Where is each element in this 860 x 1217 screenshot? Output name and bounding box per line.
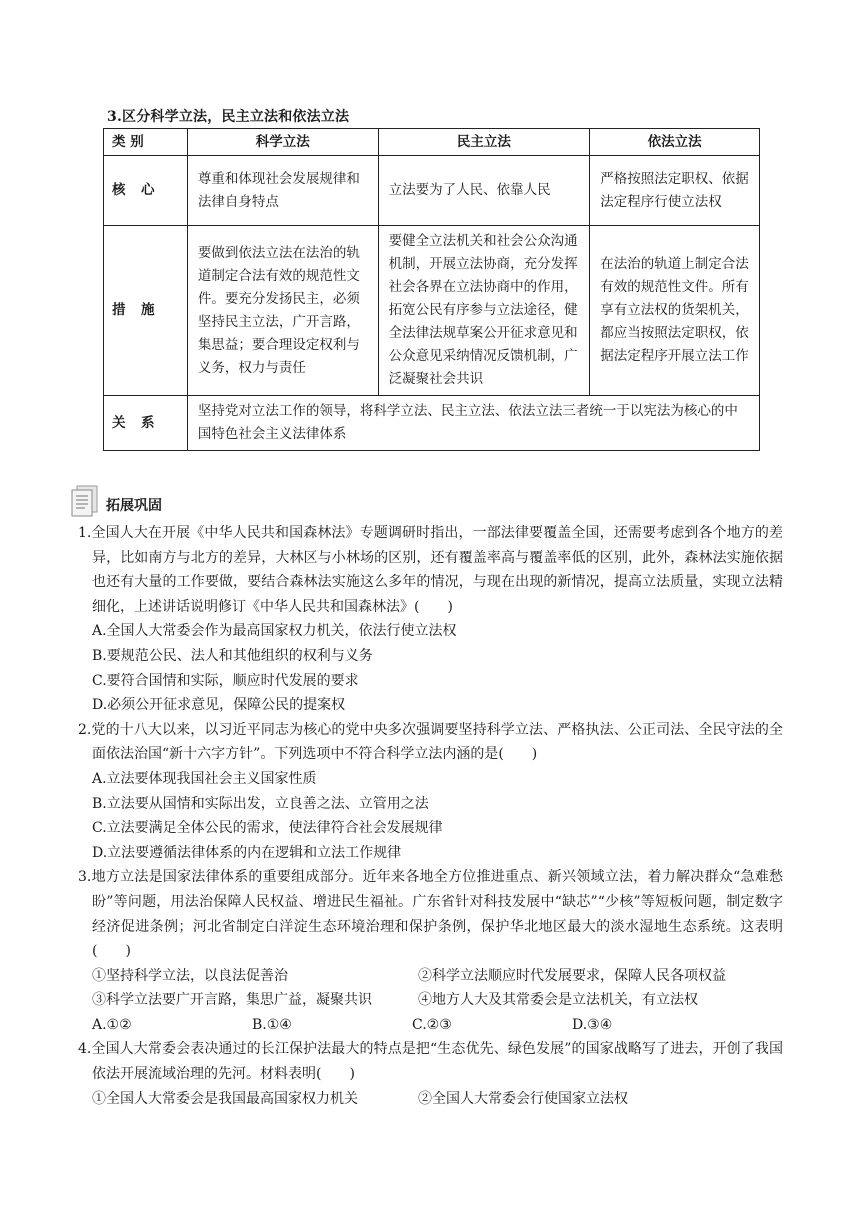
option-b: B.要规范公民、法人和其他组织的权利与义务 xyxy=(92,647,373,664)
choice-row xyxy=(78,1013,783,1038)
choice-b: B.①④ xyxy=(252,1016,292,1033)
table-header-row xyxy=(104,129,760,156)
option-a: A.立法要体现我国社会主义国家性质 xyxy=(92,770,317,787)
option-c: C.要符合国情和实际，顺应时代发展的要求 xyxy=(92,672,359,689)
question-stem: 2.党的十八大以来，以习近平同志为核心的党中央多次强调要坚持科学立法、严格执法、公正司法、全民守法的全面依法治国“新十六字方针”。下列选项中不符合科学立法内涵的是( ) xyxy=(78,721,783,763)
table-row-relation xyxy=(104,396,760,451)
option-c: C.立法要满足全体公民的需求，使法律符合社会发展规律 xyxy=(92,820,443,837)
row-label-measures: 措 施 xyxy=(104,226,188,396)
question-2 xyxy=(78,718,783,866)
choice-d: D.③④ xyxy=(572,1016,613,1033)
table-cell: 要健全立法机关和社会公众沟通机制，开展立法协商，充分发挥社会各界在立法协商中的作用，拓宽公民有序参与立法途径，健全法律法规草案公开征求意见和公众意见采纳情况反馈机制，广泛凝聚社会共识 xyxy=(378,226,590,396)
table-header-lawful: 依法立法 xyxy=(590,129,760,156)
choice-c: C.②③ xyxy=(412,1016,452,1033)
table-row-measures xyxy=(104,226,760,396)
table-cell: 立法要为了人民、依靠人民 xyxy=(378,156,590,226)
table-header-category: 类 别 xyxy=(104,129,188,156)
extension-header xyxy=(68,485,162,517)
statement-row xyxy=(78,988,783,1013)
statement-2: ②全国人大常委会行使国家立法权 xyxy=(418,1090,628,1107)
question-3 xyxy=(78,865,783,1037)
choice-a: A.①② xyxy=(92,1016,132,1033)
question-stem: 4.全国人大常委会表决通过的长江保护法最大的特点是把“生态优先、绿色发展”的国家战略写了进去，开创了我国依法开展流域治理的先河。材料表明( ) xyxy=(78,1041,783,1083)
table-header-scientific: 科学立法 xyxy=(187,129,378,156)
question-stem: 1.全国人大在开展《中华人民共和国森林法》专题调研时指出，一部法律要覆盖全国，还需要考虑到各个地方的差异，比如南方与北方的差异，大林区与小林场的区别，还有覆盖率高与覆盖率低的区别，此外，森林法实施依据也还有大量的工作要做，要结合森林法实施这么多年的情况，与现在出现的新情况，提高立法质量，实现立法精细化，上述讲话说明修订《中华人民共和国森林法》( ) xyxy=(78,525,783,615)
table-cell: 尊重和体现社会发展规律和法律自身特点 xyxy=(187,156,378,226)
option-b: B.立法要从国情和实际出发，立良善之法、立管用之法 xyxy=(92,795,429,812)
table-cell: 在法治的轨道上制定合法有效的规范性文件。所有享有立法权的货架机关，都应当按照法定职权，依据法定程序开展立法工作 xyxy=(590,226,760,396)
document-icon xyxy=(68,485,100,517)
statement-row xyxy=(78,1087,783,1112)
comparison-table xyxy=(103,128,760,451)
statement-4: ④地方人大及其常委会是立法机关，有立法权 xyxy=(418,992,698,1009)
option-a: A.全国人大常委会作为最高国家权力机关，依法行使立法权 xyxy=(92,623,457,640)
option-d: D.立法要遵循法律体系的内在逻辑和立法工作规律 xyxy=(92,844,402,861)
extension-title: 拓展巩固 xyxy=(106,498,162,514)
question-list xyxy=(78,521,783,1111)
statement-row xyxy=(78,964,783,989)
option-d: D.必须公开征求意见，保障公民的提案权 xyxy=(92,697,346,714)
table-header-democratic: 民主立法 xyxy=(378,129,590,156)
question-4 xyxy=(78,1037,783,1111)
table-cell: 严格按照法定职权、依据法定程序行使立法权 xyxy=(590,156,760,226)
question-stem: 3.地方立法是国家法律体系的重要组成部分。近年来各地全方位推进重点、新兴领域立法，着力解决群众“急难愁盼”等问题，用法治保障人民权益、增进民生福祉。广东省针对科技发展中“缺芯”“少核”等短板问题，制定数字经济促进条例；河北省制定白洋淀生态环境治理和保护条例，保护华北地区最大的淡水湿地生态系统。这表明( ) xyxy=(78,869,783,960)
statement-1: ①坚持科学立法，以良法促善治 xyxy=(92,967,288,984)
table-row-core xyxy=(104,156,760,226)
statement-1: ①全国人大常委会是我国最高国家权力机关 xyxy=(92,1090,358,1107)
row-label-relation: 关 系 xyxy=(104,396,188,451)
table-cell-merged: 坚持党对立法工作的领导，将科学立法、民主立法、依法立法三者统一于以宪法为核心的中国特色社会主义法律体系 xyxy=(187,396,759,451)
row-label-core: 核 心 xyxy=(104,156,188,226)
statement-2: ②科学立法顺应时代发展要求，保障人民各项权益 xyxy=(418,967,726,984)
question-1 xyxy=(78,521,783,718)
table-cell: 要做到依法立法在法治的轨道制定合法有效的规范性文件。要充分发扬民主，必须坚持民主立法，广开言路，集思益；要合理设定权利与义务，权力与责任 xyxy=(187,226,378,396)
statement-3: ③科学立法要广开言路，集思广益，凝聚共识 xyxy=(92,992,372,1009)
section-title: 3.区分科学立法，民主立法和依法立法 xyxy=(107,109,350,125)
